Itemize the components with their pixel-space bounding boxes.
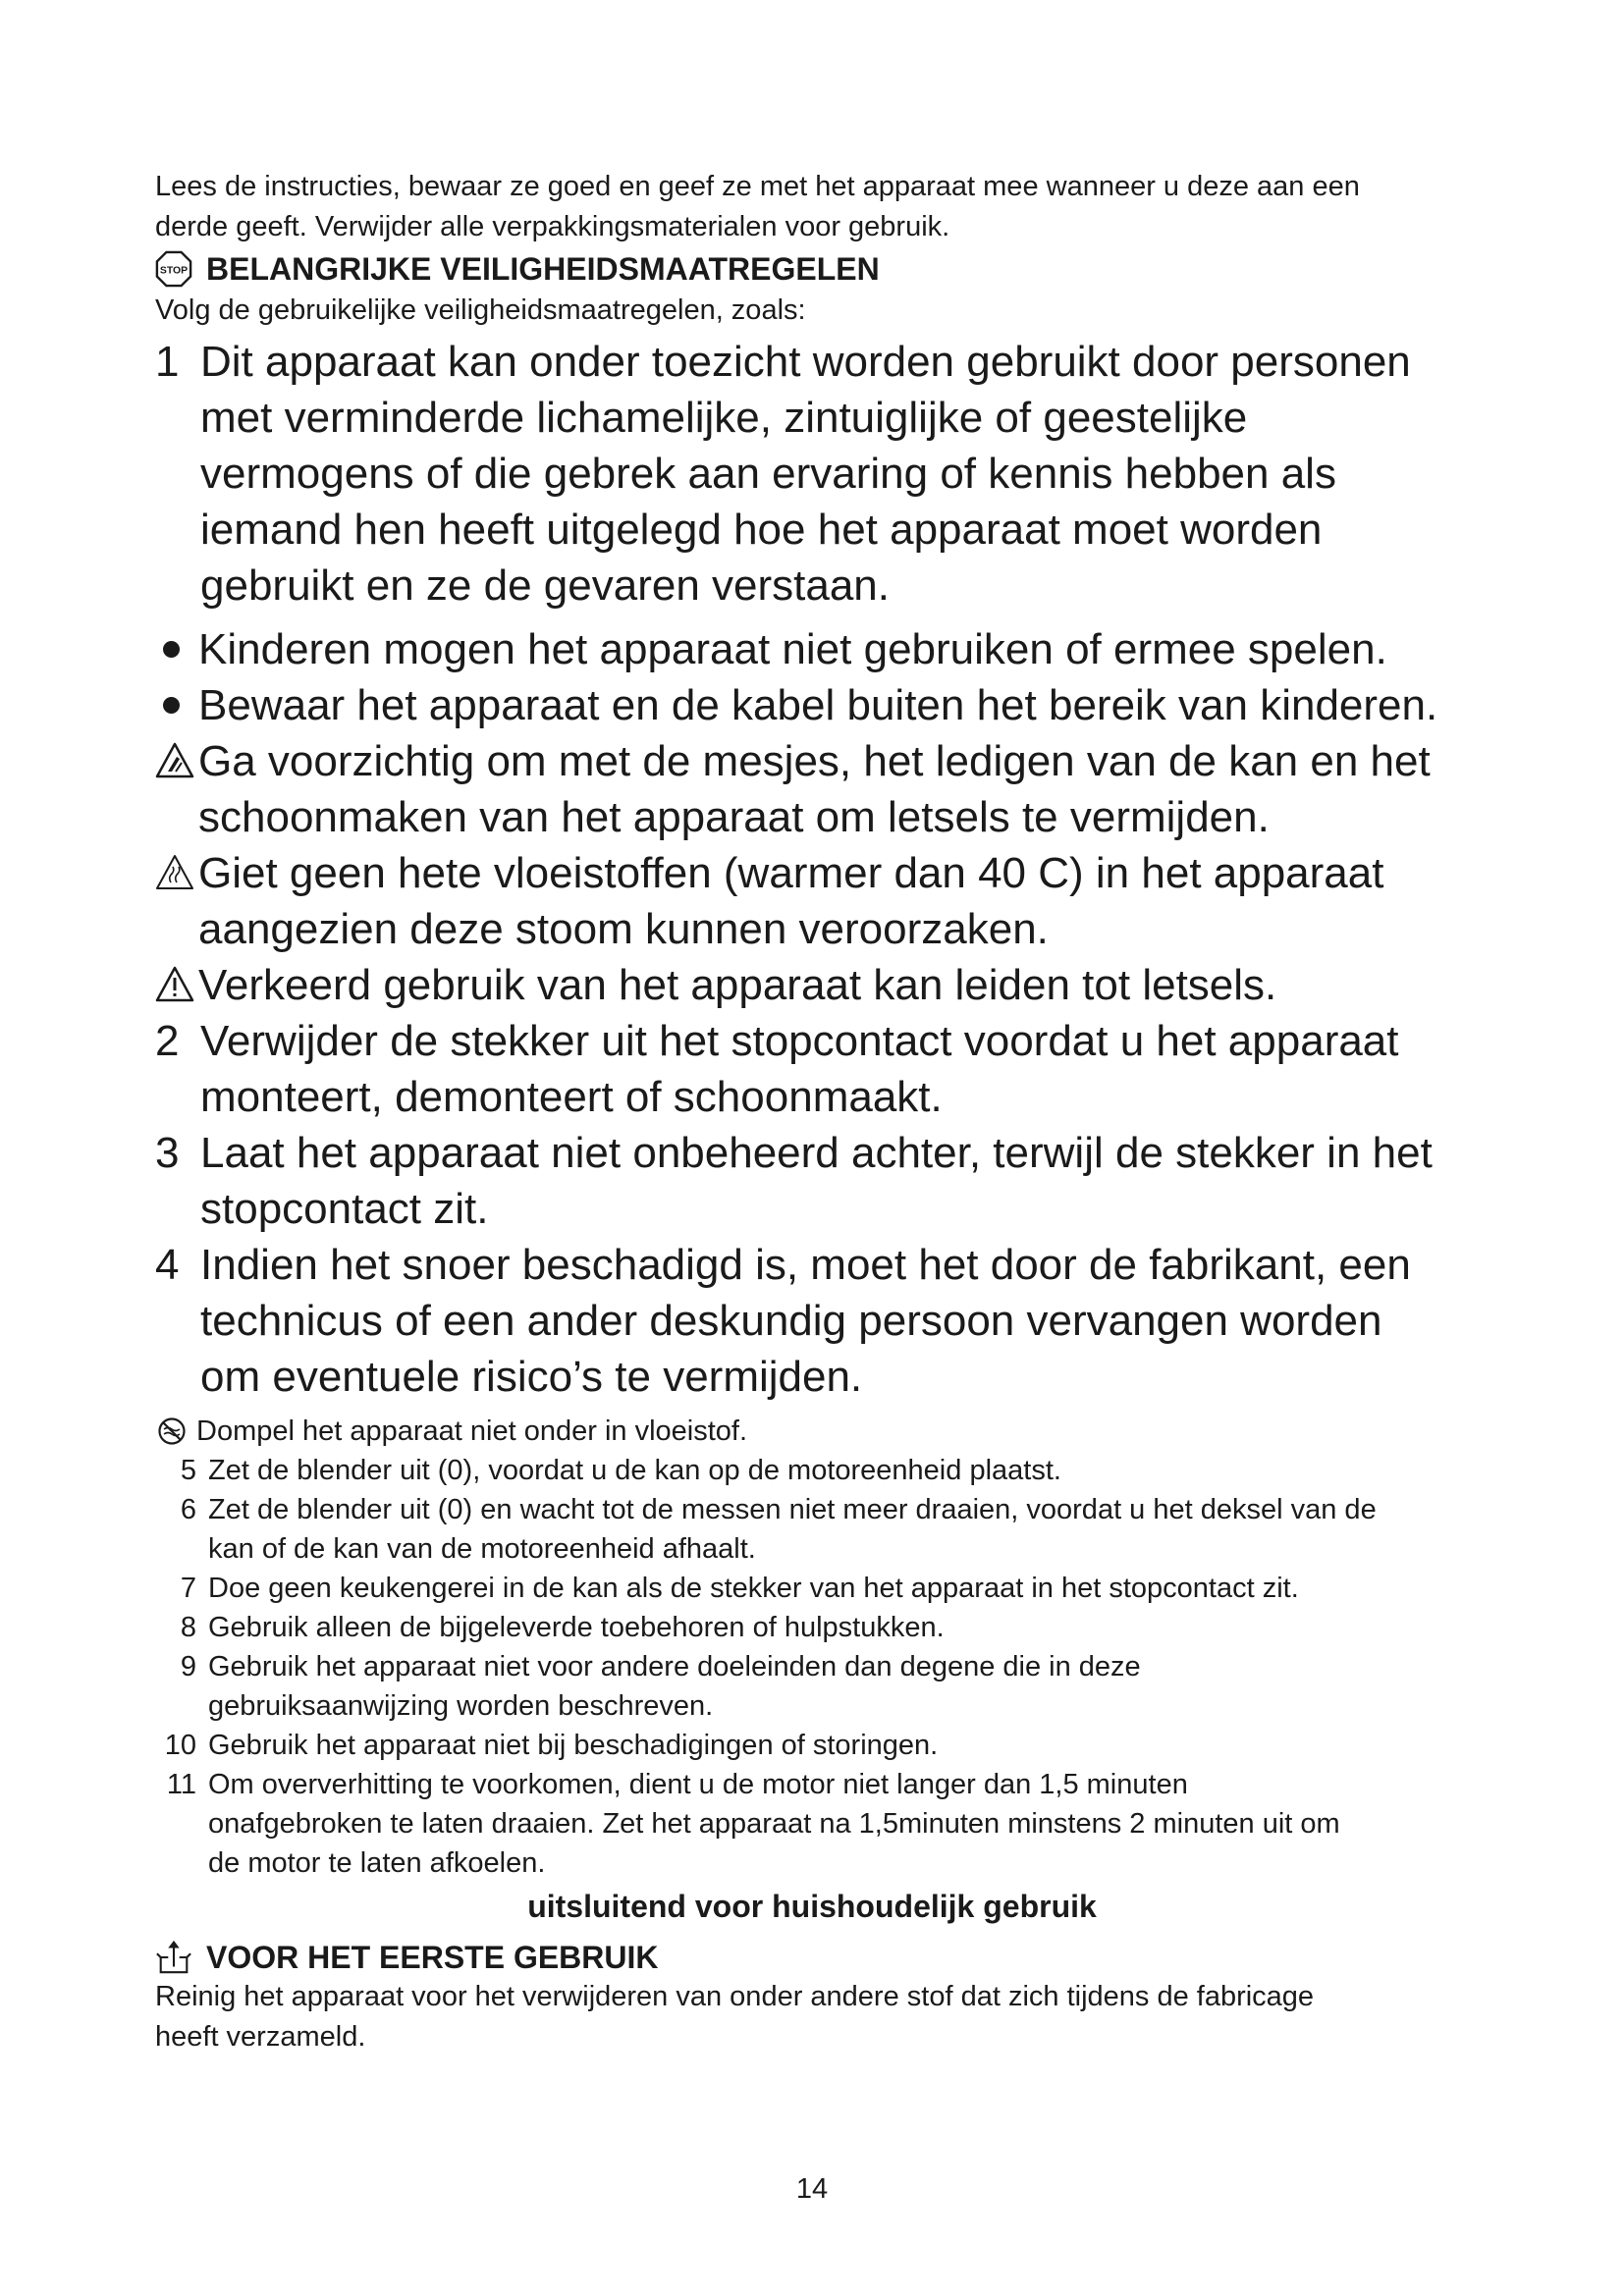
item-text (208, 1647, 1522, 1726)
warning-blades (155, 733, 1510, 845)
stop-icon (155, 250, 192, 288)
item-line: Doe geen keukengerei in de kan als de stekker van het apparaat in het stopcontact zit. (208, 1573, 1299, 1604)
warning-line: Ga voorzichtig om met de mesjes, het ledigen van de kan en het (198, 737, 1431, 785)
item-line: de motor te laten afkoelen. (208, 1847, 546, 1879)
item-line: Gebruik het apparaat niet bij beschadigingen of storingen. (208, 1730, 939, 1761)
warning-text (198, 845, 1510, 957)
item-number: 9 (180, 1651, 196, 1682)
item-text (208, 1451, 1522, 1490)
item-text (200, 1125, 1510, 1237)
item-line: monteert, demonteert of schoonmaakt. (200, 1073, 943, 1121)
warning-misuse (155, 957, 1510, 1013)
item-number: 10 (164, 1730, 196, 1761)
item-text (208, 1726, 1522, 1765)
no-immerse-note (147, 1412, 1522, 1451)
item-line: Gebruik alleen de bijgeleverde toebehoren of hulpstukken. (208, 1612, 945, 1643)
first-use-line-2: heeft verzameld. (155, 2021, 366, 2053)
blade-warning-icon (155, 733, 198, 845)
item-7 (147, 1569, 1522, 1608)
item-3 (155, 1125, 1510, 1237)
intro-line-1: Lees de instructies, bewaar ze goed en geef ze met het apparaat mee wanneer u deze aan een (155, 171, 1360, 202)
bullet-icon (155, 677, 198, 733)
no-immerse-text: Dompel het apparaat niet onder in vloeistof. (196, 1415, 748, 1447)
item-line: vermogens of die gebrek aan ervaring of kennis hebben als (200, 450, 1336, 498)
item-text (200, 1237, 1510, 1405)
item-line: technicus of een ander deskundig persoon vervangen worden (200, 1297, 1382, 1345)
item-1 (155, 334, 1510, 614)
item-number: 11 (166, 1769, 196, 1800)
item-9 (147, 1647, 1522, 1726)
first-use-heading (155, 1938, 1490, 1977)
item-number: 7 (180, 1573, 196, 1604)
item-number: 8 (180, 1612, 196, 1643)
first-use-line-1: Reinig het apparaat voor het verwijderen van onder andere stof dat zich tijdens de fabricage (155, 1981, 1315, 2012)
safety-heading (155, 249, 1490, 289)
item-text (208, 1765, 1522, 1883)
item-line: Laat het apparaat niet onbeheerd achter, terwijl de stekker in het (200, 1129, 1433, 1177)
household-use-note: uitsluitend voor huishoudelijk gebruik (527, 1889, 1097, 1924)
item-line: Zet de blender uit (0) en wacht tot de messen niet meer draaien, voordat u het deksel van de (208, 1494, 1377, 1525)
item-line: Zet de blender uit (0), voordat u de kan op de motoreenheid plaatst. (208, 1455, 1061, 1486)
intro-paragraph (155, 167, 1490, 247)
bullet-children-reach (155, 677, 1510, 733)
hot-liquid-warning-icon (155, 845, 198, 957)
first-use-paragraph (155, 1977, 1490, 2057)
item-text (208, 1569, 1522, 1608)
item-line: Gebruik het apparaat niet voor andere doeleinden dan degene die in deze (208, 1651, 1141, 1682)
item-line: gebruiksaanwijzing worden beschreven. (208, 1690, 714, 1722)
item-number: 1 (155, 338, 180, 386)
warning-text: Verkeerd gebruik van het apparaat kan leiden tot letsels. (198, 961, 1277, 1009)
item-number: 4 (155, 1241, 180, 1289)
unpack-box-icon (155, 1939, 192, 1976)
safety-subtitle: Volg de gebruikelijke veiligheidsmaatregelen, zoals: (155, 294, 806, 326)
item-10 (147, 1726, 1522, 1765)
no-immerse-icon (147, 1412, 196, 1451)
warning-hot-liquid (155, 845, 1510, 957)
item-4 (155, 1237, 1510, 1405)
bullet-text: Bewaar het apparaat en de kabel buiten het bereik van kinderen. (198, 681, 1438, 729)
item-text (200, 334, 1510, 614)
item-8 (147, 1608, 1522, 1647)
item-line: Dit apparaat kan onder toezicht worden gebruikt door personen (200, 338, 1411, 386)
warning-text (198, 733, 1510, 845)
item-5 (147, 1451, 1522, 1490)
item-line: gebruikt en ze de gevaren verstaan. (200, 561, 891, 610)
safety-heading-text: BELANGRIJKE VEILIGHEIDSMAATREGELEN (206, 251, 880, 287)
item-line: stopcontact zit. (200, 1185, 489, 1233)
bullet-icon (155, 621, 198, 677)
item-number: 6 (180, 1494, 196, 1525)
item-text (200, 1013, 1510, 1125)
item-6 (147, 1490, 1522, 1569)
item-line: iemand hen heeft uitgelegd hoe het apparaat moet worden (200, 506, 1323, 554)
warning-line: schoonmaken van het apparaat om letsels te vermijden. (198, 793, 1270, 841)
item-number: 5 (180, 1455, 196, 1486)
item-line: Indien het snoer beschadigd is, moet het door de fabrikant, een (200, 1241, 1411, 1289)
item-2 (155, 1013, 1510, 1125)
item-line: Om oververhitting te voorkomen, dient u de motor niet langer dan 1,5 minuten (208, 1769, 1188, 1800)
item-line: met verminderde lichamelijke, zintuiglijke of geestelijke (200, 394, 1248, 442)
item-text (208, 1490, 1522, 1569)
warning-line: aangezien deze stoom kunnen veroorzaken. (198, 905, 1049, 953)
item-line: om eventuele risico’s te vermijden. (200, 1353, 863, 1401)
item-line: Verwijder de stekker uit het stopcontact voordat u het apparaat (200, 1017, 1399, 1065)
item-11 (147, 1765, 1522, 1883)
intro-line-2: derde geeft. Verwijder alle verpakkingsmaterialen voor gebruik. (155, 211, 950, 242)
item-line: kan of de kan van de motoreenheid afhaalt. (208, 1533, 756, 1565)
warning-icon (155, 957, 198, 1013)
warning-line: Giet geen hete vloeistoffen (warmer dan 40 C) in het apparaat (198, 849, 1384, 897)
item-line: onafgebroken te laten draaien. Zet het apparaat na 1,5minuten minstens 2 minuten uit om (208, 1808, 1340, 1840)
bullet-text: Kinderen mogen het apparaat niet gebruiken of ermee spelen. (198, 625, 1387, 673)
svg-text:STOP: STOP (159, 265, 189, 277)
item-number: 3 (155, 1129, 180, 1177)
first-use-heading-text: VOOR HET EERSTE GEBRUIK (206, 1940, 659, 1975)
item-text (208, 1608, 1522, 1647)
bullet-children-use (155, 621, 1510, 677)
item-number: 2 (155, 1017, 180, 1065)
page-number: 14 (795, 2173, 829, 2205)
